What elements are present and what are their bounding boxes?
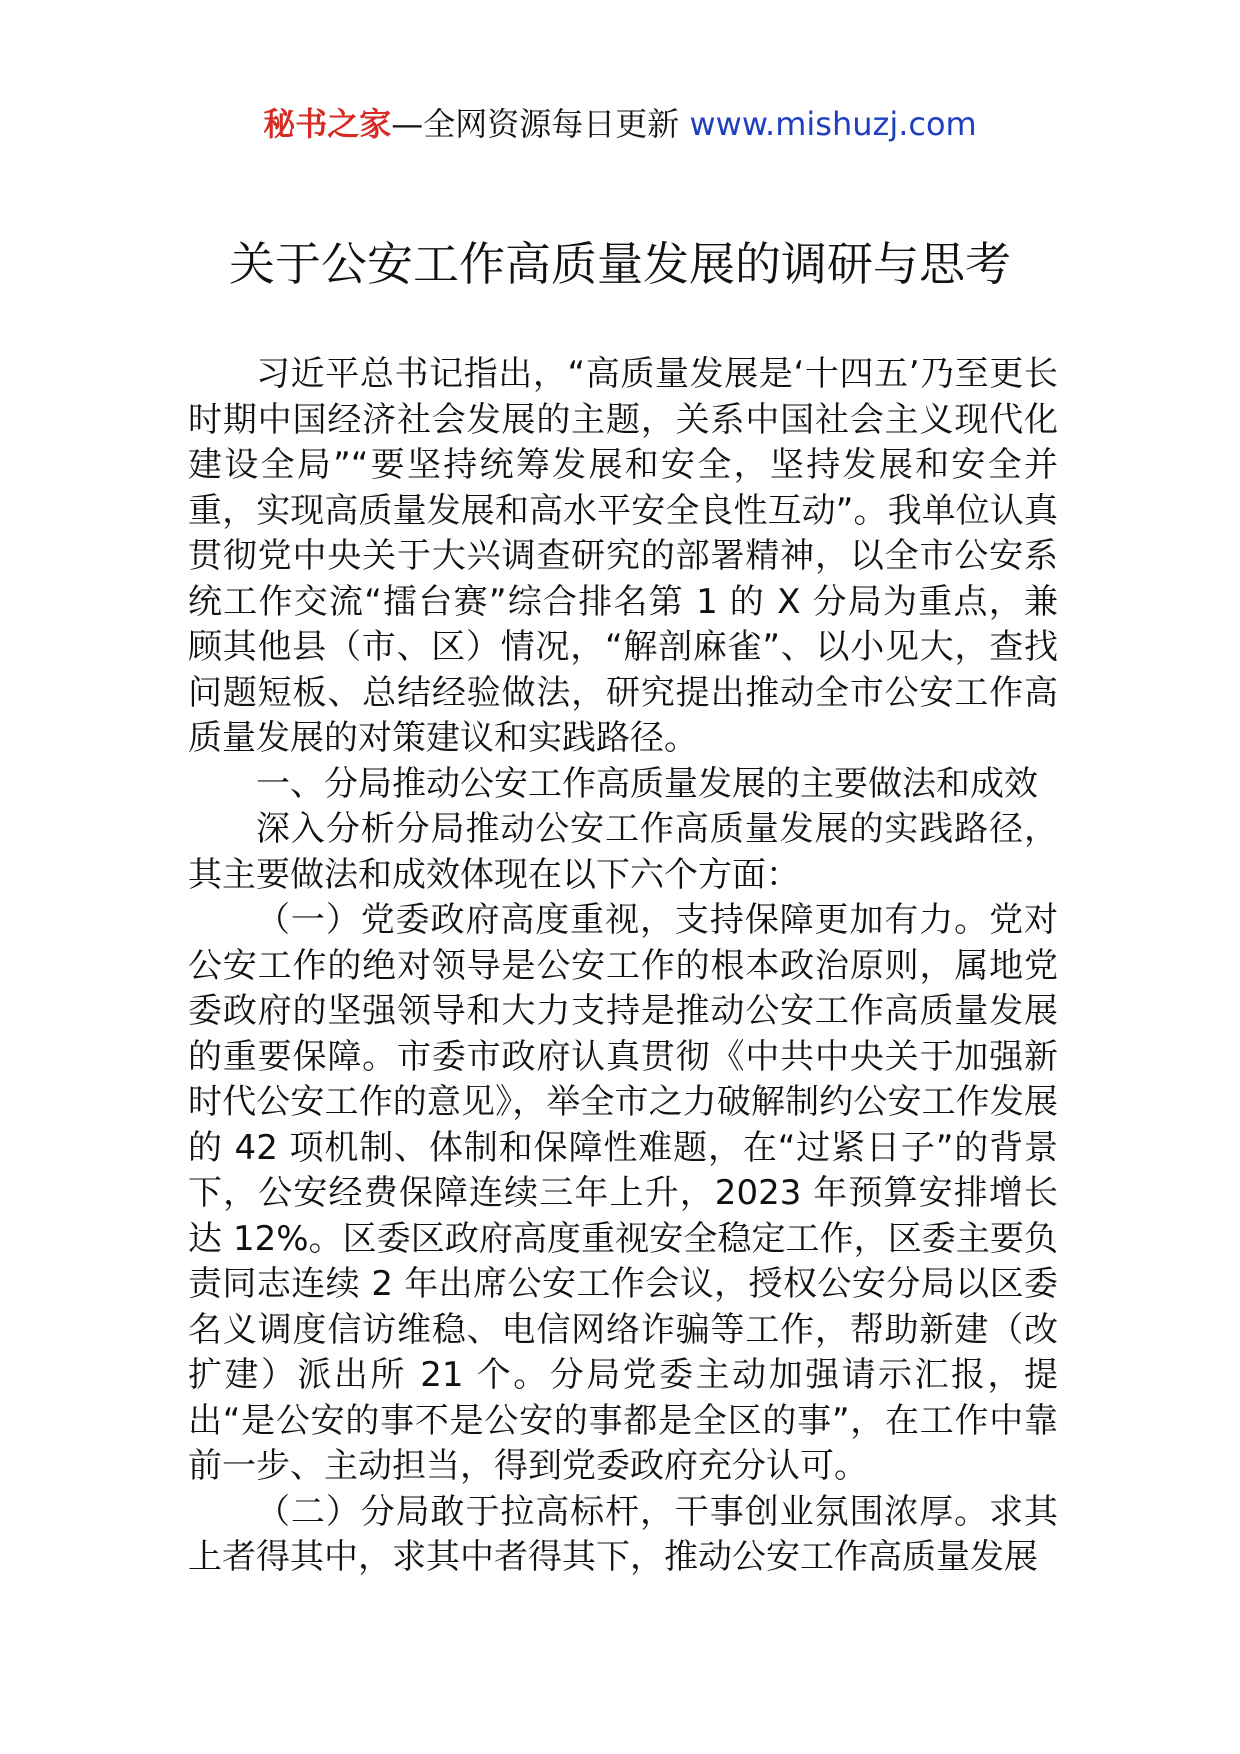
subsection-2-paragraph: （二）分局敢于拉高标杆，干事创业氛围浓厚。求其上者得其中，求其中者得其下，推动公安工作高质量发展	[188, 1491, 1058, 1577]
site-url-link[interactable]: www.mishuzj.com	[689, 105, 977, 143]
section-heading-1: 一、分局推动公安工作高质量发展的主要做法和成效	[256, 763, 1038, 804]
document-body	[188, 352, 1058, 1581]
subsection-1-paragraph: （一）党委政府高度重视，支持保障更加有力。党对公安工作的绝对领导是公安工作的根本政治原则，属地党委政府的坚强领导和大力支持是推动公安工作高质量发展的重要保障。市委市政府认真贯彻《中共中央关于加强新时代公安工作的意见》，举全市之力破解制约公安工作发展的 42 项机制、体制和保障性难题，在“过紧日子”的背景下，公安经费保障连续三年上升，2023 年预算安排增长达 12%。区委区政府高度重视安全稳定工作，区委主要负责同志连续 2 年出席公安工作会议，授权公安分局以区委名义调度信访维稳、电信网络诈骗等工作，帮助新建（改扩建）派出所 21 个。分局党委主动加强请示汇报，提出“是公安的事不是公安的事都是全区的事”，在工作中靠前一步、主动担当，得到党委政府充分认可。	[188, 900, 1058, 1486]
site-header	[0, 100, 1240, 148]
section-intro-paragraph: 深入分析分局推动公安工作高质量发展的实践路径，其主要做法和成效体现在以下六个方面：	[188, 809, 1058, 895]
intro-paragraph: 习近平总书记指出，“高质量发展是‘十四五’乃至更长时期中国经济社会发展的主题，关系中国社会主义现代化建设全局”“要坚持统筹发展和安全，坚持发展和安全并重，实现高质量发展和高水平安全良性互动”。我单位认真贯彻党中央关于大兴调查研究的部署精神，以全市公安系统工作交流“擂台赛”综合排名第 1 的 X 分局为重点，兼顾其他县（市、区）情况，“解剖麻雀”、以小见大，查找问题短板、总结经验做法，研究提出推动全市公安工作高质量发展的对策建议和实践路径。	[188, 354, 1058, 758]
brand-name: 秘书之家	[263, 105, 392, 143]
header-tagline: —全网资源每日更新	[391, 105, 680, 143]
document-title: 关于公安工作高质量发展的调研与思考	[229, 237, 1011, 291]
